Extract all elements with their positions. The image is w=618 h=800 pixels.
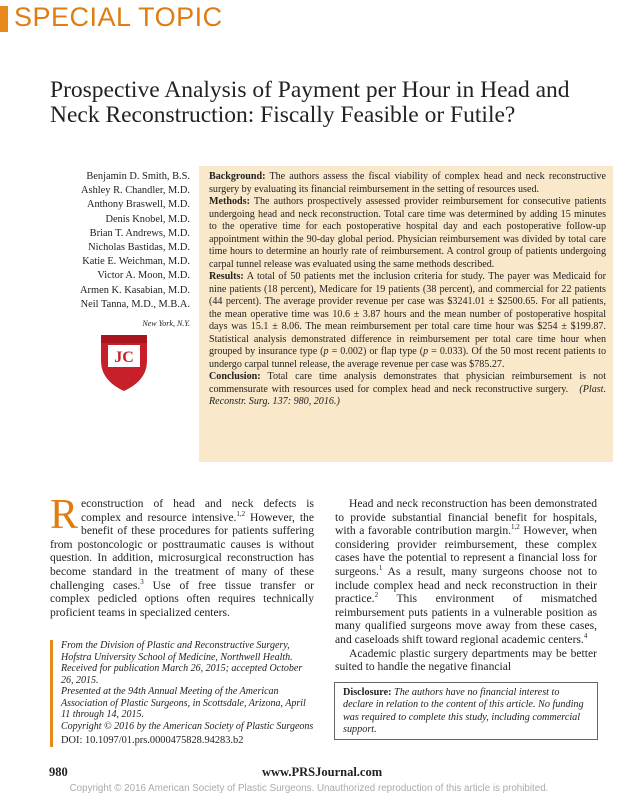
received-line: Received for publication March 26, 2015; accepted October 26, 2015. [61,663,303,686]
author-name: Neil Tanna, M.D., M.B.A. [80,298,190,310]
abstract-text: A total of 50 patients met the inclusion criteria for study. The payer was Medicaid for nine patients (18 percent), Medicare for 19 patients (38 percent), and commercial for 22 patients (44 percent). The average provider revenue per case was $3241.01 ± $2500.65. For all patients, the mean operative time was 10.6 ± 3.87 hours and the mean number of postoperative hospital days was 15.1 ± 8.06. The mean reimbursement per total care time hour was $254 ± $199.87. Statistical analysis demonstrated difference in reimbursement per total care time hour when grouped by insurance type ( [209,271,606,357]
abstract-box [199,166,613,462]
citation-ref: 1 [378,564,383,573]
disclosure-label: Disclosure: [343,687,392,698]
body-text: This environment of mismatched reimbursement puts patients in a vulnerable position as many qualified surgeons move away from these cases, and caseloads shift toward regional academic centers. [335,592,597,646]
author-name: Brian T. Andrews, M.D. [89,227,190,239]
body-text: Use of free tissue transfer or complex pedicled options often requires technically proficient teams in specialized centers. [50,578,315,619]
citation-ref: 1,2 [236,509,246,518]
citation-ref: 4 [583,632,588,641]
citation: (Plast. Reconstr. Surg. 137: 980, 2016.) [209,383,606,407]
author-list [40,170,190,331]
abstract-text: Total care time analysis demonstrates that physician reimbursement is not commensurate with resources used for complex head and neck reconstructive surgery. [209,371,607,395]
author-name: Benjamin D. Smith, B.S. [86,171,190,182]
journal-club-badge [97,331,151,393]
body-column-right [335,497,597,674]
journal-url-link[interactable]: www.PRSJournal.com [262,765,383,779]
body-text: However, when considering provider reimbursement, these complex cases have the potential to represent a financial loss for surgeons. [335,524,597,578]
p-value-symbol: p [423,346,429,357]
section-title: SPECIAL TOPIC [14,2,223,32]
drop-cap: R [50,492,79,538]
affiliation-line: From the Division of Plastic and Reconstructive Surgery, Hofstra University School of Medicine, Northwell Health. [61,640,293,663]
author-name: Armen K. Kasabian, M.D. [80,284,190,296]
page-number: 980 [49,765,68,779]
copyright-watermark: Copyright © 2016 American Society of Plastic Surgeons. Unauthorized reproduction of this article is prohibited. [69,783,549,794]
p-value-symbol: p [323,346,329,357]
abstract-text: = 0.033). Of the 50 most recent patients to undergo carpal tunnel release, the average revenue per case was $785.27. [209,346,606,370]
abstract-methods [209,196,606,271]
disclosure-text: The authors have no financial interest to declare in relation to the content of this article. No funding was required to complete this study, including commercial support. [343,687,584,735]
abstract-text: The authors assess the fiscal viability of complex head and neck reconstructive surgery by evaluating its financial reimbursement in the setting of resources used. [209,171,606,195]
shield-icon [97,331,151,393]
abstract-text: The authors prospectively assessed provider reimbursement for consecutive patients undergoing head and neck reconstruction. Total care time was determined by adding 15 minutes to the operative time for each postoperative hospital day and each postoperative follow-up appointment within the 90-day global period. Physician reimbursement was divided by total care time hours to determine an hourly rate of reimbursement. A control group of patients undergoing carpal tunnel release was evaluated using the same methods described. [209,196,607,270]
presented-line: Presented at the 94th Annual Meeting of the American Association of Plastic Surgeons, in Scottsdale, Arizona, April 11 through 14, 2015. [61,686,306,720]
body-paragraph: Academic plastic surgery departments may be better suited to handle the negative financial [335,646,597,674]
doi-link[interactable]: DOI: 10.1097/01.prs.0000475828.94283.b2 [61,735,244,746]
body-column-left [50,492,315,619]
citation-ref: 2 [374,591,379,600]
abstract-background [209,171,606,196]
citation-ref: 3 [140,577,144,586]
abstract-conclusion [209,371,606,409]
body-paragraph [335,497,597,647]
body-text: However, the benefit of these procedures for patients suffering from postoncologic or posttraumatic causes is without question. In addition, microsurgical reconstruction has become standard in the treatment of many of these challenging cases. [50,510,314,592]
copyright-line: Copyright © 2016 by the American Society of Plastic Surgeons [61,720,314,732]
abstract-label: Results: [209,271,244,282]
abstract-text: = 0.002) or flap type ( [328,346,424,357]
abstract-results [209,271,606,371]
author-name: Ashley R. Chandler, M.D. [81,185,190,197]
author-name: Katie E. Weichman, M.D. [82,256,190,268]
body-paragraph [50,492,315,619]
author-name: Nicholas Bastidas, M.D. [88,242,190,254]
citation-ref: 1,2 [511,523,520,532]
author-name: Anthony Braswell, M.D. [86,199,190,211]
abstract-label: Conclusion: [209,371,261,382]
affiliation-note [50,640,316,747]
section-accent-bar [0,6,8,32]
body-text: Head and neck reconstruction has been demonstrated to provide substantial financial benefit for hospitals, with a favorable contribution margin. [335,497,597,538]
author-location: New York, N.Y. [142,319,190,329]
body-text: econstruction of head and neck defects is complex and resource intensive. [81,497,314,524]
body-text: As a result, many surgeons choose not to include complex head and neck reconstruction in their practice. [335,564,597,606]
abstract-label: Methods: [209,196,250,207]
abstract-label: Background: [209,171,266,182]
badge-text: JC [114,349,134,366]
disclosure-box [334,682,598,740]
author-name: Denis Knobel, M.D. [105,213,190,225]
article-title: Prospective Analysis of Payment per Hour in Head and Neck Reconstruction: Fiscally Feasible or Futile? [50,77,570,128]
author-name: Victor A. Moon, M.D. [97,270,190,282]
